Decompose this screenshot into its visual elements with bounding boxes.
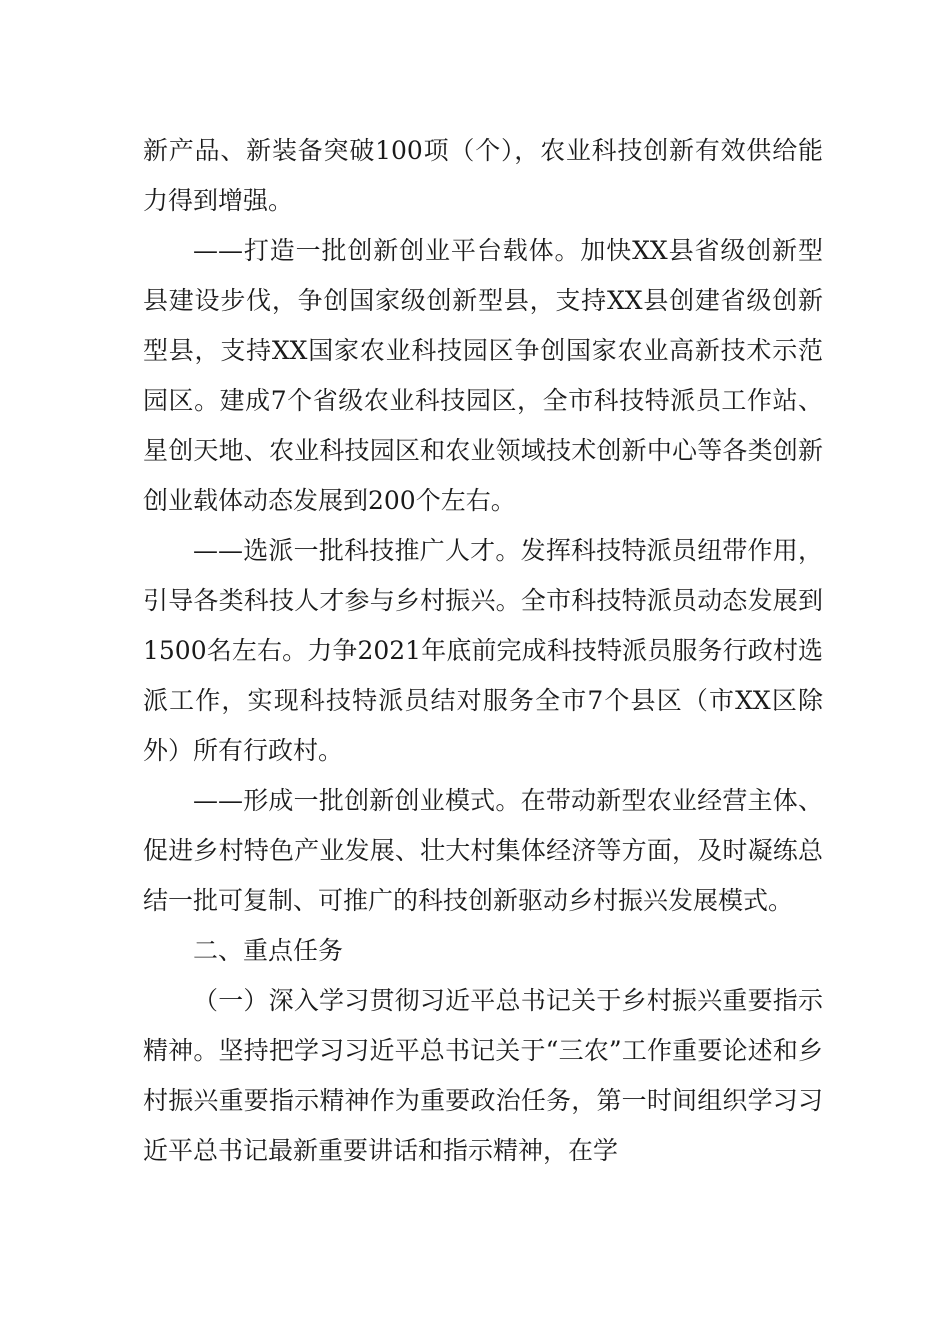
- paragraph-task-one: （一）深入学习贯彻习近平总书记关于乡村振兴重要指示精神。坚持把学习习近平总书记关于“三农”工作重要论述和乡村振兴重要指示精神作为重要政治任务，第一时间组织学习习近平总书记最新重要讲话和指示精神，在学: [143, 986, 823, 1165]
- paragraph-innovation-models: ——形成一批创新创业模式。在带动新型农业经营主体、促进乡村特色产业发展、壮大村集体经济等方面，及时凝练总结一批可复制、可推广的科技创新驱动乡村振兴发展模式。: [143, 786, 823, 915]
- paragraph-platform-carriers: ——打造一批创新创业平台载体。加快XX县省级创新型县建设步伐，争创国家级创新型县，支持XX县创建省级创新型县，支持XX国家农业科技园区争创国家农业高新技术示范园区。建成7个省级农业科技园区，全市科技特派员工作站、星创天地、农业科技园区和农业领域技术创新中心等各类创新创业载体动态发展到200个左右。: [143, 236, 823, 515]
- document-body: [143, 126, 823, 1176]
- paragraph-intro-continuation: 新产品、新装备突破100项（个），农业科技创新有效供给能力得到增强。: [143, 136, 823, 215]
- paragraph-talent-dispatch: ——选派一批科技推广人才。发挥科技特派员纽带作用，引导各类科技人才参与乡村振兴。全市科技特派员动态发展到1500名左右。力争2021年底前完成科技特派员服务行政村选派工作，实现科技特派员结对服务全市7个县区（市XX区除外）所有行政村。: [143, 536, 823, 765]
- section-heading-key-tasks: 二、重点任务: [193, 936, 344, 965]
